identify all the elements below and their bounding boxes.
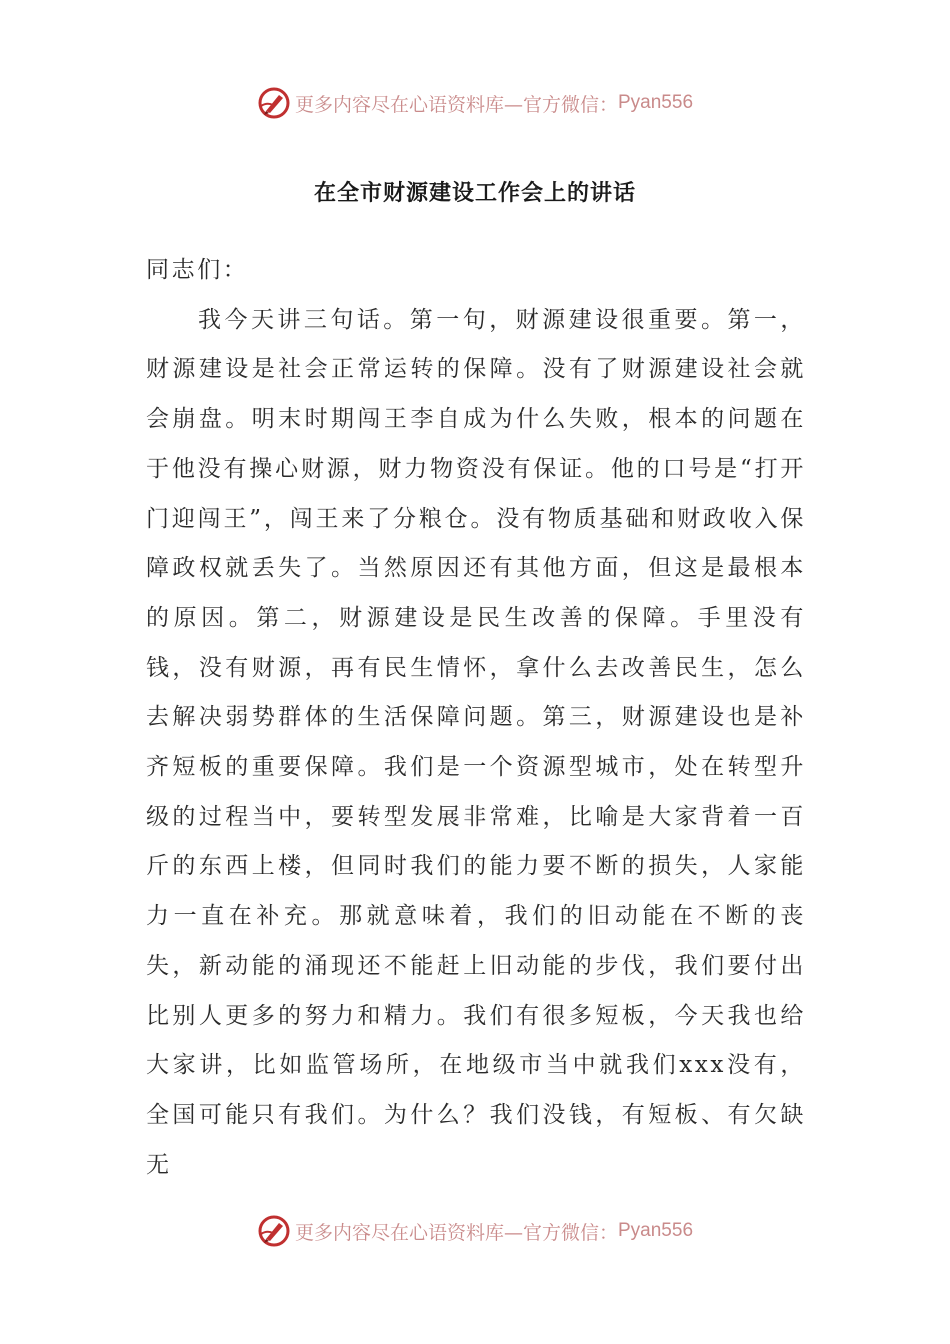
body-paragraph: 我今天讲三句话。第一句，财源建设很重要。第一，财源建设是社会正常运转的保障。没有了财源建设社会就会崩盘。明末时期闯王李自成为什么失败，根本的问题在于他没有操心财源，财力物资没有保证。他的口号是“打开门迎闯王”，闯王来了分粮仓。没有物质基础和财政收入保障政权就丢失了。当然原因还有其他方面，但这是最根本的原因。第二，财源建设是民生改善的保障。手里没有钱，没有财源，再有民生情怀，拿什么去改善民生，怎么去解决弱势群体的生活保障问题。第三，财源建设也是补齐短板的重要保障。我们是一个资源型城市，处在转型升级的过程当中，要转型发展非常难，比喻是大家背着一百斤的东西上楼，但同时我们的能力要不断的损失，人家能力一直在补充。那就意味着，我们的旧动能在不断的丧失，新动能的涌现还不能赶上旧动能的步伐，我们要付出比别人更多的努力和精力。我们有很多短板，今天我也给大家讲，比如监管场所，在地级市当中就我们xxx没有，全国可能只有我们。为什么？我们没钱，有短板、有欠缺无 xyxy=(146,306,806,1178)
header-banner xyxy=(0,83,950,123)
banner-slogan: 更多内容尽在心语资料库—官方微信： xyxy=(294,93,618,116)
quill-pen-logo-icon xyxy=(257,1214,291,1248)
document-body xyxy=(146,246,806,1190)
salutation: 同志们： xyxy=(146,257,249,283)
banner-wechat-id: Pyan556 xyxy=(618,92,694,113)
footer-banner xyxy=(0,1211,950,1251)
quill-pen-logo-icon xyxy=(257,86,291,120)
document-title: 在全市财源建设工作会上的讲话 xyxy=(313,180,636,206)
banner-wechat-id: Pyan556 xyxy=(618,1220,694,1241)
banner-slogan: 更多内容尽在心语资料库—官方微信： xyxy=(294,1221,618,1244)
